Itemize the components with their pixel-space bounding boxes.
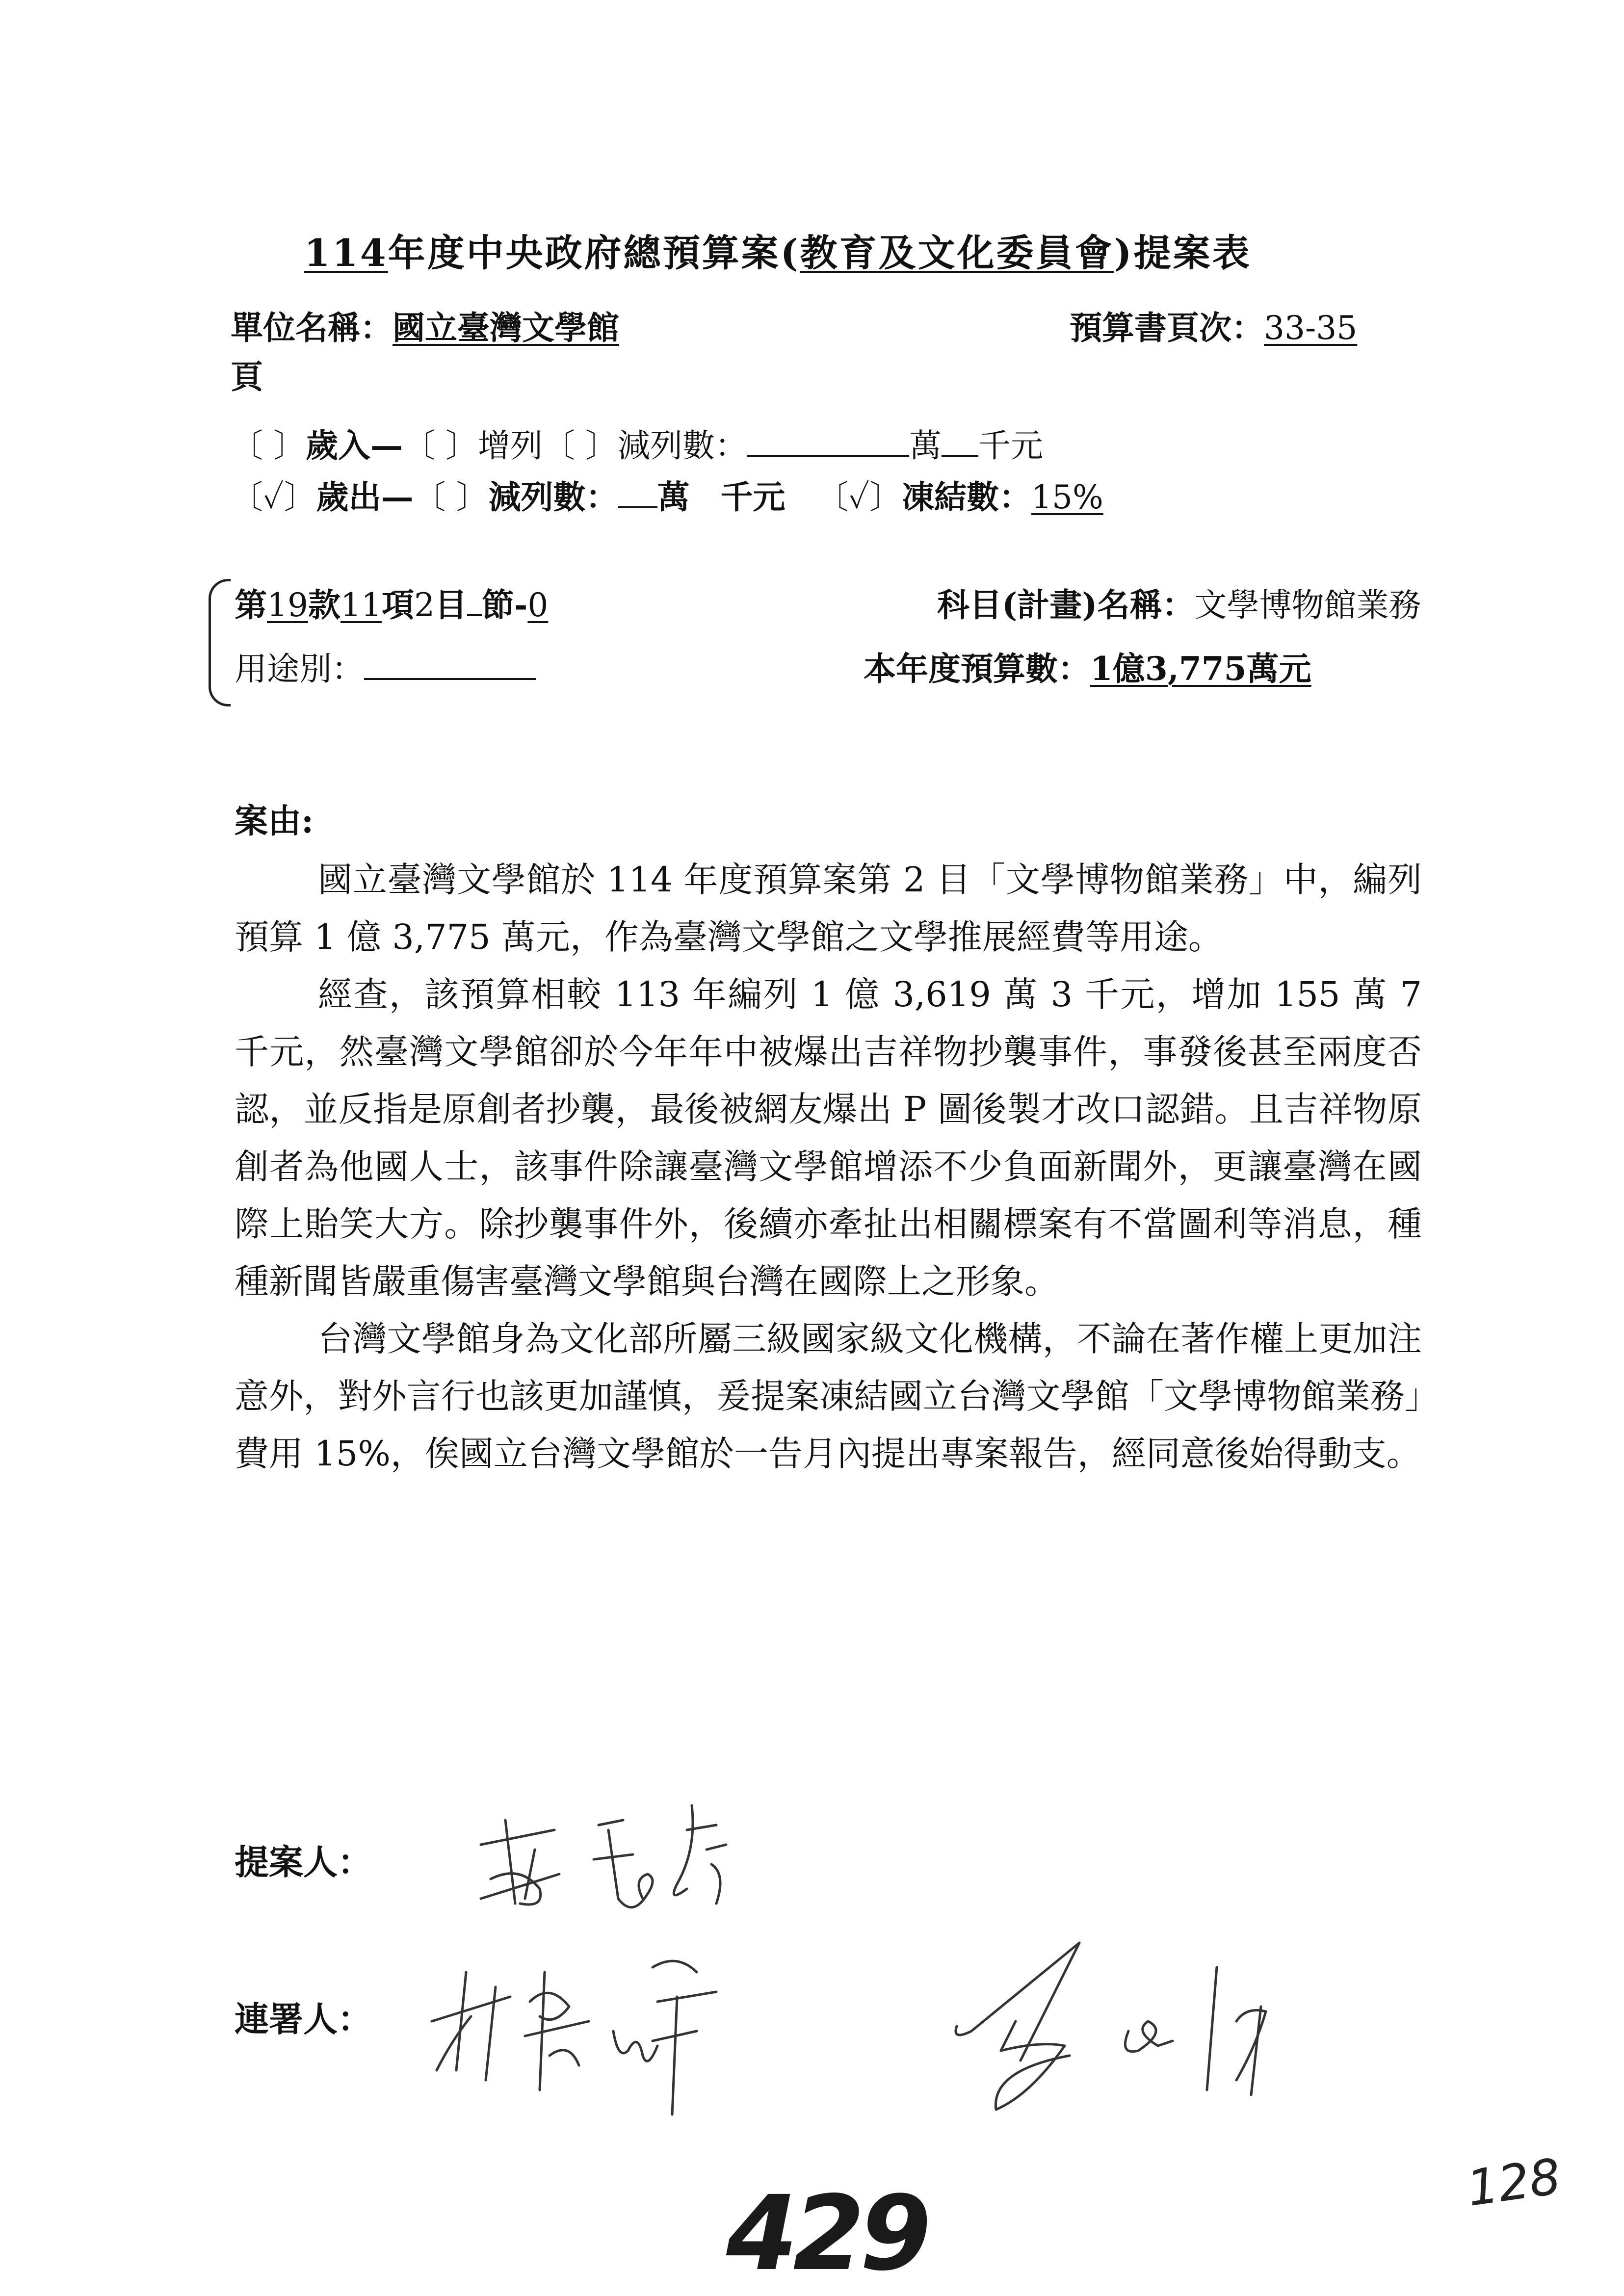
expenditure-checkbox[interactable]: 〔✓〕 [231, 478, 316, 516]
unit-label: 單位名稱： [231, 309, 393, 347]
classification-bracket [209, 579, 231, 706]
budget-amount-value: 1億3,775萬元 [1090, 650, 1311, 688]
reason-paragraph: 台灣文學館身為文化部所屬三級國家級文化機構，不論在著作權上更加注意外，對外言行也該更加謹慎，爰提案凍結國立台灣文學館「文學博物館業務」費用 15%，俟國立台灣文學館於一告月內提出專案報告，經同意後始得動支。 [235, 1319, 1422, 1474]
signature-stroke [481, 1820, 559, 1905]
reason-label: 案由: [235, 802, 314, 841]
item-name-row [937, 579, 1421, 626]
document-title [304, 223, 1252, 277]
item-name-label: 科目(計畫)名稱： [937, 586, 1195, 624]
usage-blank[interactable] [364, 678, 536, 680]
signature-stroke [432, 1972, 510, 2080]
freeze-checkbox[interactable]: 〔✓〕 [816, 478, 902, 516]
item-name-value: 文學博物館業務 [1194, 586, 1421, 624]
jie-label: 節- [481, 586, 528, 624]
expenditure-wan-blank[interactable] [618, 506, 657, 508]
revenue-line [231, 419, 1043, 466]
cosigner-signature-2 [942, 1933, 1393, 2129]
title-part2: )提案表 [1114, 231, 1252, 275]
usage-row [235, 643, 536, 689]
xiang-number: 11 [340, 586, 382, 624]
budget-pages-label: 預算書頁次： [1070, 309, 1264, 347]
signature-stroke [525, 1972, 589, 2090]
expenditure-label: 歲出— [316, 478, 414, 516]
title-part1: 年度中央政府總預算案( [388, 231, 800, 275]
budget-pages-value: 33-35 [1264, 309, 1358, 347]
budget-pages-row [1070, 302, 1357, 348]
revenue-decrease-checkbox[interactable]: 〔 〕 [542, 427, 618, 465]
freeze-label: 凍結數： [902, 478, 1032, 516]
budget-amount-label: 本年度預算數： [864, 650, 1090, 688]
revenue-wan-label: 萬 [909, 427, 942, 465]
classification-row [235, 579, 548, 626]
reason-body [235, 851, 1422, 1483]
revenue-label: 歲入— [305, 426, 403, 465]
jie-blank [467, 614, 482, 616]
budget-amount-row [864, 643, 1311, 689]
mu-number: 2 [414, 586, 435, 624]
cosigner-signature-1 [422, 1943, 864, 2129]
handwritten-number-right: 128 [1463, 2147, 1565, 2218]
revenue-qian-blank[interactable] [942, 455, 978, 457]
expenditure-decrease-label: 減列數： [488, 478, 618, 516]
kuan-number: 19 [267, 586, 308, 624]
revenue-decrease-label: 減列數： [617, 427, 747, 465]
jie-number: 0 [527, 586, 549, 624]
unit-name-row [231, 302, 619, 348]
reason-paragraph: 經查，該預算相較 113 年編列 1 億 3,619 萬 3 千元，增加 155 萬 7 千元，然臺灣文學館卻於今年年中被爆出吉祥物抄襲事件，事發後甚至兩度否認，並反指是原創者抄襲，最後被網友爆出 P 圖後製才改口認錯。且吉祥物原創者為他國人士，該事件除讓臺灣文學館增添不少負面新聞外，更讓臺灣在國際上貽笑大方。除抄襲事件外，後續亦牽扯出相關標案有不當圖利等消息，種種新聞皆嚴重傷害臺灣文學館與台灣在國際上之形象。 [235, 974, 1422, 1302]
freeze-value: 15% [1031, 478, 1103, 516]
signature-stroke [1207, 1967, 1266, 2095]
signature-stroke [1125, 2021, 1173, 2052]
reason-paragraph: 國立臺灣文學館於 114 年度預算案第 2 目「文學博物館業務」中，編列預算 1 億 3,775 萬元，作為臺灣文學館之文學推展經費等用途。 [235, 860, 1422, 957]
cosigners-label: 連署人： [235, 1999, 372, 2039]
mu-label: 目 [434, 586, 467, 624]
di-label: 第 [235, 586, 267, 624]
unit-value: 國立臺灣文學館 [393, 309, 619, 347]
kuan-label: 款 [308, 586, 341, 624]
expenditure-line [231, 471, 1103, 518]
usage-label: 用途別： [235, 650, 364, 688]
xiang-label: 項 [381, 586, 414, 624]
signature-stroke [956, 1943, 1079, 2110]
handwritten-number-center: 429 [726, 2173, 927, 2294]
title-committee: 教育及文化委員會 [800, 231, 1114, 275]
revenue-wan-blank[interactable] [747, 455, 909, 457]
proposer-label: 提案人： [235, 1842, 372, 1882]
increase-checkbox[interactable]: 〔 〕 [402, 427, 478, 465]
increase-label: 增列 [477, 427, 543, 465]
expenditure-wan-label: 萬 [657, 478, 690, 516]
expenditure-decrease-checkbox[interactable]: 〔 〕 [413, 478, 489, 516]
revenue-checkbox[interactable]: 〔 〕 [231, 427, 306, 465]
proposer-signature [461, 1791, 814, 1918]
title-year: 114 [304, 231, 388, 275]
budget-pages-suffix: 頁 [231, 358, 263, 396]
signature-stroke [594, 1820, 653, 1907]
signature-stroke [613, 1961, 716, 2114]
revenue-qian-label: 千元 [978, 427, 1043, 465]
signature-stroke [674, 1805, 726, 1904]
expenditure-qian-label: 千元 [720, 478, 786, 516]
